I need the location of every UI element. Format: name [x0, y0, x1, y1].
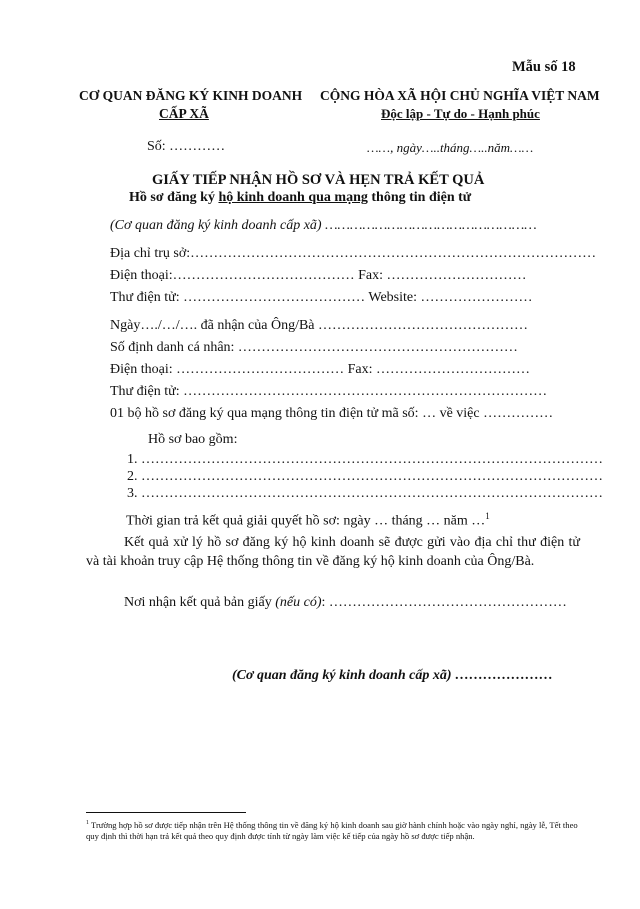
agency-name-line2: CẤP XÃ — [159, 106, 209, 121]
date-line: ……, ngày…..tháng…..năm…… — [367, 140, 534, 155]
id-number-field: Số định danh cá nhân: …………………………………………………… — [110, 340, 518, 355]
footnote-ref: 1 — [485, 511, 490, 521]
footnote-divider — [86, 812, 246, 813]
footnote — [86, 818, 586, 843]
document-number: Số: ………… — [147, 139, 226, 154]
subtitle-underlined: hộ kinh doanh qua mạng — [218, 190, 368, 205]
paper-result-italic: (nếu có) — [275, 595, 322, 610]
result-time-text: Thời gian trả kết quả giải quyết hồ sơ: ngày … tháng … năm … — [126, 513, 486, 529]
phone-fax-field: Điện thoại:………………………………… Fax: ………………………… — [110, 268, 527, 283]
signature-line: (Cơ quan đăng ký kinh doanh cấp xã) ………………… — [232, 668, 553, 683]
form-number: Mẫu số 18 — [512, 59, 576, 75]
national-title: CỘNG HÒA XÃ HỘI CHỦ NGHĨA VIỆT NAM — [320, 88, 600, 103]
document-title: GIẤY TIẾP NHẬN HỒ SƠ VÀ HẸN TRẢ KẾT QUẢ — [152, 172, 485, 188]
result-paragraph: Kết quả xử lý hồ sơ đăng ký hộ kinh doanh sẽ được gửi vào địa chỉ thư điện tử và tài khoản truy cập Hệ thống thông tin về đăng ký hộ kinh doanh của Ông/Bà. — [86, 535, 580, 569]
result-time-line — [126, 511, 490, 530]
footnote-mark: 1 — [86, 820, 89, 826]
agency-name-line1: CƠ QUAN ĐĂNG KÝ KINH DOANH — [79, 88, 303, 103]
email-field-2: Thư điện tử: …………………………………………………………………… — [110, 384, 548, 399]
dossier-includes-label: Hồ sơ bao gồm: — [148, 432, 238, 447]
list-item: 1. ……………………………………………………………………………………… — [127, 452, 603, 467]
paper-result-post: : …………………………………………… — [321, 595, 567, 610]
subtitle-post: thông tin điện tử — [367, 190, 472, 205]
list-item: 3. ……………………………………………………………………………………… — [127, 486, 603, 501]
address-field: Địa chỉ trụ sở:…………………………………………………………………………… — [110, 246, 597, 261]
dossier-field: 01 bộ hồ sơ đăng ký qua mạng thông tin điện tử mã số: … về việc …………… — [110, 406, 554, 421]
agency-placeholder-field: (Cơ quan đăng ký kinh doanh cấp xã) …………………………………………… — [110, 218, 537, 233]
email-website-field: Thư điện tử: ………………………………… Website: …………………… — [110, 290, 533, 305]
list-item: 2. ……………………………………………………………………………………… — [127, 469, 603, 484]
paper-result-pre: Nơi nhận kết quả bản giấy — [124, 595, 276, 610]
national-motto: Độc lập - Tự do - Hạnh phúc — [381, 106, 540, 121]
received-from-field: Ngày…./…/…. đã nhận của Ông/Bà ……………………………………… — [110, 318, 529, 333]
phone-fax-field-2: Điện thoại: ……………………………… Fax: …………………………… — [110, 362, 530, 377]
document-subtitle — [129, 190, 471, 206]
subtitle-pre: Hồ sơ đăng ký — [129, 190, 219, 205]
footnote-text: Trường hợp hồ sơ được tiếp nhận trên Hệ thống thông tin về đăng ký hộ kinh doanh sau giờ hành chính hoặc vào ngày nghỉ, ngày lễ, Tết theo quy định thì thời hạn trả kết quả theo quy định được tính từ ngày làm việc kế tiếp của ngày hồ sơ được tiếp nhận. — [86, 819, 578, 842]
paper-result-line — [124, 595, 567, 611]
